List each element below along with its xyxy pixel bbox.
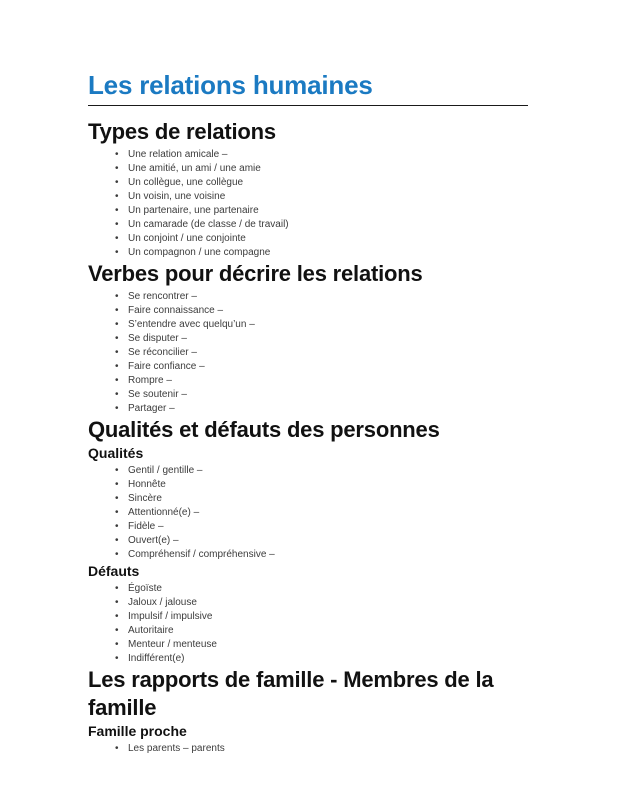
title-rule (88, 105, 528, 106)
section-heading: Qualités et défauts des personnes (88, 417, 440, 442)
subsection-heading-defauts: Défauts (88, 563, 140, 579)
list-item: • Sincère (88, 492, 528, 506)
list-item: • Autoritaire (88, 624, 528, 638)
list-item: • Menteur / menteuse (88, 638, 528, 652)
list-item: • Une relation amicale – (88, 148, 528, 162)
document-title: Les relations humaines (88, 70, 373, 100)
list-item: • Les parents – parents (88, 742, 528, 756)
list-item: • Un collègue, une collègue (88, 176, 528, 190)
list-item: • Se réconcilier – (88, 346, 528, 360)
list-item: • Un partenaire, une partenaire (88, 204, 528, 218)
section-heading: Types de relations (88, 119, 276, 144)
bullet-list (88, 582, 528, 666)
subsection-heading-qualites: Qualités (88, 445, 144, 461)
list-item: • Fidèle – (88, 520, 528, 534)
list-item: • Égoïste (88, 582, 528, 596)
list-item: • Honnête (88, 478, 528, 492)
section-heading: Les rapports de famille - Membres de la famille (88, 667, 494, 720)
bullet-list (88, 742, 528, 756)
list-item: • Un camarade (de classe / de travail) (88, 218, 528, 232)
section-rapports-de-famille (88, 666, 528, 756)
list-item: • Compréhensif / compréhensive – (88, 548, 528, 562)
list-item: • Indifférent(e) (88, 652, 528, 666)
section-types-de-relations (88, 118, 528, 260)
list-item: • Ouvert(e) – (88, 534, 528, 548)
subsection-heading-famille-proche: Famille proche (88, 723, 187, 739)
list-item: • Un conjoint / une conjointe (88, 232, 528, 246)
bullet-list (88, 464, 528, 562)
list-item: • Faire confiance – (88, 360, 528, 374)
list-item: • Faire connaissance – (88, 304, 528, 318)
list-item: • Un voisin, une voisine (88, 190, 528, 204)
section-verbes (88, 260, 528, 416)
section-qualites-defauts (88, 416, 528, 666)
list-item: • Partager – (88, 402, 528, 416)
list-item: • Jaloux / jalouse (88, 596, 528, 610)
list-item: • Attentionné(e) – (88, 506, 528, 520)
list-item: • Une amitié, un ami / une amie (88, 162, 528, 176)
list-item: • Un compagnon / une compagne (88, 246, 528, 260)
list-item: • Se soutenir – (88, 388, 528, 402)
bullet-list (88, 290, 528, 416)
list-item: • Rompre – (88, 374, 528, 388)
list-item: • S’entendre avec quelqu’un – (88, 318, 528, 332)
bullet-list (88, 148, 528, 260)
list-item: • Se rencontrer – (88, 290, 528, 304)
list-item: • Impulsif / impulsive (88, 610, 528, 624)
section-heading: Verbes pour décrire les relations (88, 261, 423, 286)
list-item: • Se disputer – (88, 332, 528, 346)
list-item: • Gentil / gentille – (88, 464, 528, 478)
